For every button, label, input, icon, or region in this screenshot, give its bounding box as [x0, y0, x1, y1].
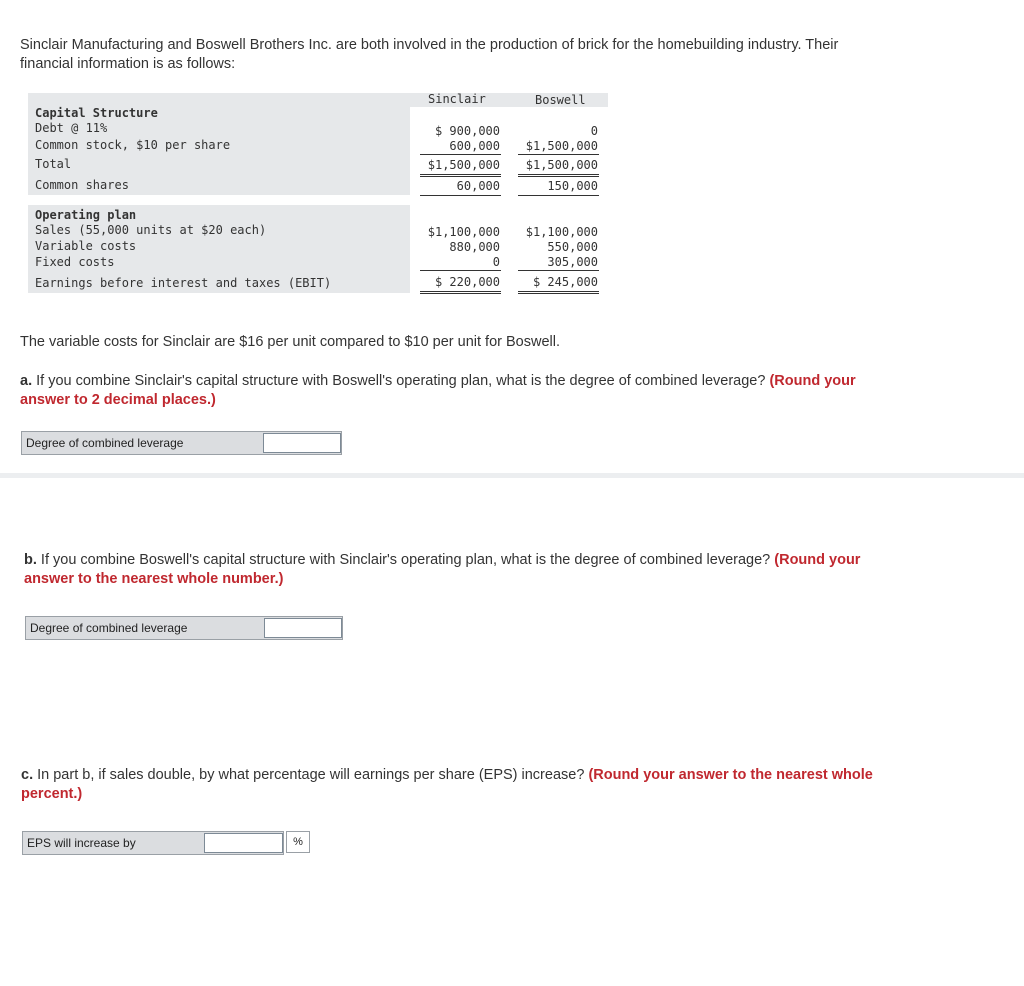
part-b-letter: b. [24, 552, 37, 568]
part-b-question [24, 551, 860, 589]
answer-row-a [21, 431, 342, 455]
underline [420, 154, 501, 155]
intro-line-2: financial information is as follows: [20, 56, 236, 72]
fixed-boswell: 305,000 [547, 255, 598, 269]
double-underline [518, 293, 599, 294]
answer-row-c [22, 831, 284, 855]
total-sinclair: $1,500,000 [427, 158, 500, 172]
variable-sinclair: 880,000 [449, 240, 500, 254]
answer-b-label: Degree of combined leverage [30, 621, 188, 635]
ebit-boswell: $ 245,000 [532, 275, 598, 289]
double-underline [518, 291, 599, 292]
col-header-sinclair: Sinclair [428, 92, 486, 106]
double-underline [420, 291, 501, 292]
ebit-label: Earnings before interest and taxes (EBIT) [35, 276, 332, 290]
part-c-hint: (Round your answer to the nearest whole [588, 767, 873, 783]
part-a-hint: (Round your [769, 373, 856, 389]
common-stock-boswell: $1,500,000 [525, 139, 598, 153]
question-panel-top [0, 0, 1024, 473]
dcl-input-a[interactable] [263, 433, 341, 453]
table-header-shade [28, 93, 608, 107]
capital-structure-heading: Capital Structure [35, 106, 158, 120]
part-c-visible: In part b, if sales double, by what percentage will earnings per share (EPS) increase? [37, 767, 585, 783]
part-a-visible: If you combine Sinclair's capital structure with Boswell's operating plan, what is the degree of combined leverage? [36, 373, 766, 389]
underline [420, 270, 501, 271]
double-underline [420, 176, 501, 177]
underline [420, 195, 501, 196]
part-c-hint-line2: percent.) [21, 786, 83, 802]
ebit-sinclair: $ 220,000 [434, 275, 500, 289]
part-b-hint: (Round your [774, 552, 861, 568]
part-a-letter: a. [20, 373, 33, 389]
underline [518, 174, 599, 175]
total-label: Total [35, 157, 72, 171]
intro-line-1: Sinclair Manufacturing and Boswell Brothers Inc. are both involved in the production of brick for the homebuilding industry. Their [20, 37, 839, 53]
sales-sinclair: $1,100,000 [427, 225, 500, 239]
question-panel-bottom [0, 478, 1024, 986]
variable-boswell: 550,000 [547, 240, 598, 254]
underline [518, 195, 599, 196]
eps-increase-input[interactable] [204, 833, 283, 853]
col-header-boswell: Boswell [535, 93, 586, 107]
part-c-question [21, 766, 873, 804]
part-b-hint-line2: answer to the nearest whole number.) [24, 571, 284, 587]
dcl-input-b[interactable] [264, 618, 342, 638]
sales-boswell: $1,100,000 [525, 225, 598, 239]
underline [518, 270, 599, 271]
double-underline [420, 293, 501, 294]
underline [518, 154, 599, 155]
part-b-visible: If you combine Boswell's capital structure with Sinclair's operating plan, what is the degree of combined leverage? [40, 552, 771, 568]
debt-label: Debt @ 11% [35, 121, 108, 135]
shares-sinclair: 60,000 [456, 179, 500, 193]
common-shares-label: Common shares [35, 178, 129, 192]
fixed-costs-label: Fixed costs [35, 255, 115, 269]
double-underline [518, 176, 599, 177]
debt-boswell: 0 [590, 124, 598, 138]
answer-c-label: EPS will increase by [27, 836, 136, 850]
common-stock-label: Common stock, $10 per share [35, 138, 231, 152]
intro-text [20, 36, 838, 74]
common-stock-sinclair: 600,000 [449, 139, 500, 153]
part-a-hint-line2: answer to 2 decimal places.) [20, 392, 216, 408]
sales-label: Sales (55,000 units at $20 each) [35, 223, 267, 237]
part-a-question [20, 372, 856, 410]
fixed-sinclair: 0 [492, 255, 500, 269]
underline [420, 174, 501, 175]
part-c-letter: c. [21, 767, 34, 783]
shares-boswell: 150,000 [547, 179, 598, 193]
variable-costs-label: Variable costs [35, 239, 137, 253]
answer-row-b [25, 616, 343, 640]
variable-cost-note: The variable costs for Sinclair are $16 per unit compared to $10 per unit for Boswell. [20, 334, 560, 350]
answer-a-label: Degree of combined leverage [26, 436, 184, 450]
percent-unit: % [286, 831, 310, 853]
operating-plan-heading: Operating plan [35, 208, 137, 222]
total-boswell: $1,500,000 [525, 158, 598, 172]
debt-sinclair: $ 900,000 [434, 124, 500, 138]
